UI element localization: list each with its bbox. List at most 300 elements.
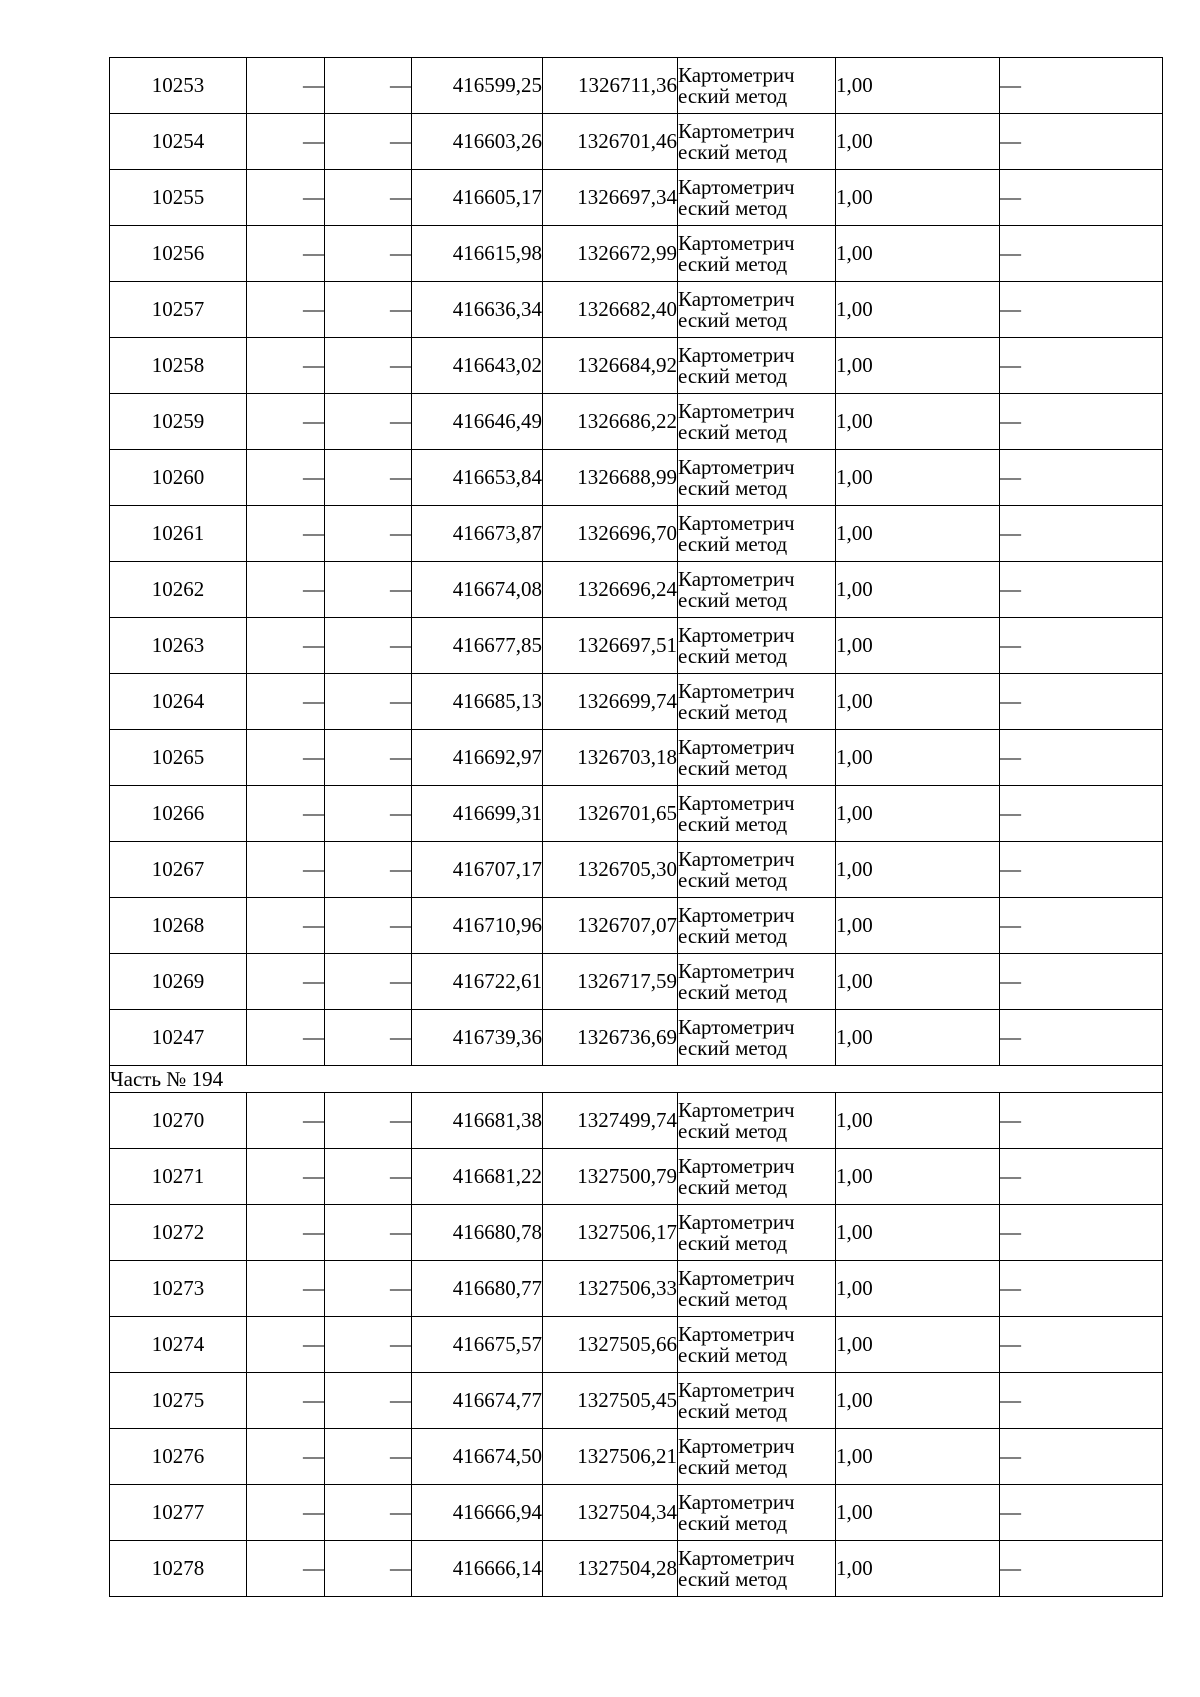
point-number-cell: 10278 <box>110 1541 247 1597</box>
old-y-cell: — <box>325 58 412 114</box>
old-y-cell: — <box>325 618 412 674</box>
table-row <box>110 842 1163 898</box>
table-row <box>110 282 1163 338</box>
method-cell <box>678 842 836 898</box>
method-line-1: Картометрич <box>678 1321 795 1346</box>
table-row <box>110 1429 1163 1485</box>
accuracy-cell: 1,00 <box>836 1261 1000 1317</box>
old-y-cell: — <box>325 282 412 338</box>
description-cell: — <box>1000 1485 1163 1541</box>
old-x-cell: — <box>247 1373 325 1429</box>
method-cell <box>678 786 836 842</box>
method-line-1: Картометрич <box>678 454 795 479</box>
x-coordinate-cell: 416643,02 <box>412 338 543 394</box>
method-cell <box>678 338 836 394</box>
old-y-cell: — <box>325 562 412 618</box>
accuracy-cell: 1,00 <box>836 618 1000 674</box>
y-coordinate-cell: 1326686,22 <box>543 394 678 450</box>
old-x-cell: — <box>247 1429 325 1485</box>
old-x-cell: — <box>247 58 325 114</box>
old-x-cell: — <box>247 282 325 338</box>
y-coordinate-cell: 1326701,65 <box>543 786 678 842</box>
old-x-cell: — <box>247 394 325 450</box>
method-cell <box>678 226 836 282</box>
description-cell: — <box>1000 730 1163 786</box>
old-x-cell: — <box>247 562 325 618</box>
x-coordinate-cell: 416685,13 <box>412 674 543 730</box>
method-cell <box>678 450 836 506</box>
y-coordinate-cell: 1326688,99 <box>543 450 678 506</box>
description-cell: — <box>1000 1541 1163 1597</box>
accuracy-cell: 1,00 <box>836 786 1000 842</box>
accuracy-cell: 1,00 <box>836 506 1000 562</box>
description-cell: — <box>1000 1010 1163 1066</box>
table-row <box>110 618 1163 674</box>
method-line-2: еский метод <box>678 643 788 668</box>
point-number-cell: 10267 <box>110 842 247 898</box>
method-cell <box>678 1093 836 1149</box>
point-number-cell: 10255 <box>110 170 247 226</box>
old-y-cell: — <box>325 674 412 730</box>
old-x-cell: — <box>247 114 325 170</box>
method-cell <box>678 170 836 226</box>
table-row <box>110 114 1163 170</box>
x-coordinate-cell: 416599,25 <box>412 58 543 114</box>
description-cell: — <box>1000 842 1163 898</box>
x-coordinate-cell: 416680,78 <box>412 1205 543 1261</box>
description-cell: — <box>1000 562 1163 618</box>
table-row <box>110 450 1163 506</box>
old-y-cell: — <box>325 394 412 450</box>
old-y-cell: — <box>325 1093 412 1149</box>
accuracy-cell: 1,00 <box>836 1485 1000 1541</box>
description-cell: — <box>1000 1149 1163 1205</box>
y-coordinate-cell: 1326701,46 <box>543 114 678 170</box>
old-y-cell: — <box>325 898 412 954</box>
method-line-2: еский метод <box>678 699 788 724</box>
table-row <box>110 1485 1163 1541</box>
old-x-cell: — <box>247 954 325 1010</box>
method-line-1: Картометрич <box>678 62 795 87</box>
x-coordinate-cell: 416722,61 <box>412 954 543 1010</box>
point-number-cell: 10266 <box>110 786 247 842</box>
old-y-cell: — <box>325 1149 412 1205</box>
x-coordinate-cell: 416636,34 <box>412 282 543 338</box>
table-row <box>110 1205 1163 1261</box>
description-cell: — <box>1000 898 1163 954</box>
method-line-2: еский метод <box>678 1566 788 1591</box>
method-cell <box>678 954 836 1010</box>
old-x-cell: — <box>247 170 325 226</box>
accuracy-cell: 1,00 <box>836 114 1000 170</box>
method-cell <box>678 730 836 786</box>
method-line-2: еский метод <box>678 1174 788 1199</box>
point-number-cell: 10257 <box>110 282 247 338</box>
point-number-cell: 10261 <box>110 506 247 562</box>
table-row <box>110 730 1163 786</box>
method-line-2: еский метод <box>678 755 788 780</box>
y-coordinate-cell: 1326696,24 <box>543 562 678 618</box>
y-coordinate-cell: 1327505,66 <box>543 1317 678 1373</box>
old-x-cell: — <box>247 786 325 842</box>
point-number-cell: 10275 <box>110 1373 247 1429</box>
accuracy-cell: 1,00 <box>836 898 1000 954</box>
table-row <box>110 954 1163 1010</box>
y-coordinate-cell: 1327499,74 <box>543 1093 678 1149</box>
method-cell <box>678 1541 836 1597</box>
point-number-cell: 10256 <box>110 226 247 282</box>
y-coordinate-cell: 1327504,34 <box>543 1485 678 1541</box>
y-coordinate-cell: 1326717,59 <box>543 954 678 1010</box>
method-line-1: Картометрич <box>678 1433 795 1458</box>
accuracy-cell: 1,00 <box>836 282 1000 338</box>
point-number-cell: 10272 <box>110 1205 247 1261</box>
method-cell <box>678 114 836 170</box>
old-y-cell: — <box>325 1317 412 1373</box>
accuracy-cell: 1,00 <box>836 170 1000 226</box>
old-x-cell: — <box>247 338 325 394</box>
method-cell <box>678 1010 836 1066</box>
description-cell: — <box>1000 1429 1163 1485</box>
x-coordinate-cell: 416653,84 <box>412 450 543 506</box>
y-coordinate-cell: 1326697,51 <box>543 618 678 674</box>
old-y-cell: — <box>325 1429 412 1485</box>
y-coordinate-cell: 1326705,30 <box>543 842 678 898</box>
old-x-cell: — <box>247 842 325 898</box>
old-y-cell: — <box>325 786 412 842</box>
old-x-cell: — <box>247 1149 325 1205</box>
method-line-2: еский метод <box>678 1454 788 1479</box>
old-x-cell: — <box>247 674 325 730</box>
old-y-cell: — <box>325 1010 412 1066</box>
old-x-cell: — <box>247 1541 325 1597</box>
method-line-1: Картометрич <box>678 1014 795 1039</box>
old-x-cell: — <box>247 1485 325 1541</box>
description-cell: — <box>1000 282 1163 338</box>
table-row <box>110 1093 1163 1149</box>
accuracy-cell: 1,00 <box>836 226 1000 282</box>
accuracy-cell: 1,00 <box>836 1093 1000 1149</box>
description-cell: — <box>1000 450 1163 506</box>
method-cell <box>678 394 836 450</box>
description-cell: — <box>1000 954 1163 1010</box>
y-coordinate-cell: 1326736,69 <box>543 1010 678 1066</box>
accuracy-cell: 1,00 <box>836 1317 1000 1373</box>
y-coordinate-cell: 1326696,70 <box>543 506 678 562</box>
x-coordinate-cell: 416674,77 <box>412 1373 543 1429</box>
point-number-cell: 10258 <box>110 338 247 394</box>
y-coordinate-cell: 1327506,21 <box>543 1429 678 1485</box>
method-cell <box>678 618 836 674</box>
method-line-2: еский метод <box>678 531 788 556</box>
y-coordinate-cell: 1326707,07 <box>543 898 678 954</box>
table-row <box>110 786 1163 842</box>
old-y-cell: — <box>325 450 412 506</box>
method-line-1: Картометрич <box>678 734 795 759</box>
method-line-1: Картометрич <box>678 1377 795 1402</box>
point-number-cell: 10262 <box>110 562 247 618</box>
description-cell: — <box>1000 114 1163 170</box>
x-coordinate-cell: 416603,26 <box>412 114 543 170</box>
method-line-2: еский метод <box>678 307 788 332</box>
point-number-cell: 10268 <box>110 898 247 954</box>
old-x-cell: — <box>247 1205 325 1261</box>
point-number-cell: 10264 <box>110 674 247 730</box>
accuracy-cell: 1,00 <box>836 394 1000 450</box>
old-y-cell: — <box>325 842 412 898</box>
method-line-1: Картометрич <box>678 566 795 591</box>
method-line-1: Картометрич <box>678 1489 795 1514</box>
table-row <box>110 898 1163 954</box>
method-line-2: еский метод <box>678 1510 788 1535</box>
old-y-cell: — <box>325 170 412 226</box>
method-line-1: Картометрич <box>678 902 795 927</box>
table-row <box>110 562 1163 618</box>
x-coordinate-cell: 416673,87 <box>412 506 543 562</box>
old-x-cell: — <box>247 450 325 506</box>
x-coordinate-cell: 416666,14 <box>412 1541 543 1597</box>
old-x-cell: — <box>247 1261 325 1317</box>
method-cell <box>678 1149 836 1205</box>
method-line-1: Картометрич <box>678 678 795 703</box>
method-line-2: еский метод <box>678 811 788 836</box>
old-y-cell: — <box>325 506 412 562</box>
method-line-1: Картометрич <box>678 622 795 647</box>
method-line-1: Картометрич <box>678 510 795 535</box>
table-row <box>110 1373 1163 1429</box>
method-line-1: Картометрич <box>678 958 795 983</box>
table-row <box>110 1010 1163 1066</box>
method-line-2: еский метод <box>678 195 788 220</box>
description-cell: — <box>1000 618 1163 674</box>
method-line-1: Картометрич <box>678 286 795 311</box>
accuracy-cell: 1,00 <box>836 1149 1000 1205</box>
y-coordinate-cell: 1326682,40 <box>543 282 678 338</box>
point-number-cell: 10259 <box>110 394 247 450</box>
method-cell <box>678 1261 836 1317</box>
table-row <box>110 1261 1163 1317</box>
method-line-2: еский метод <box>678 1035 788 1060</box>
point-number-cell: 10271 <box>110 1149 247 1205</box>
point-number-cell: 10263 <box>110 618 247 674</box>
point-number-cell: 10254 <box>110 114 247 170</box>
method-cell <box>678 562 836 618</box>
description-cell: — <box>1000 506 1163 562</box>
old-y-cell: — <box>325 1205 412 1261</box>
accuracy-cell: 1,00 <box>836 1541 1000 1597</box>
point-number-cell: 10274 <box>110 1317 247 1373</box>
method-cell <box>678 1373 836 1429</box>
description-cell: — <box>1000 1373 1163 1429</box>
old-y-cell: — <box>325 1485 412 1541</box>
table-row <box>110 506 1163 562</box>
description-cell: — <box>1000 1261 1163 1317</box>
description-cell: — <box>1000 786 1163 842</box>
method-line-1: Картометрич <box>678 1209 795 1234</box>
method-line-2: еский метод <box>678 83 788 108</box>
method-cell <box>678 282 836 338</box>
old-x-cell: — <box>247 730 325 786</box>
table-row <box>110 1317 1163 1373</box>
description-cell: — <box>1000 674 1163 730</box>
old-y-cell: — <box>325 730 412 786</box>
x-coordinate-cell: 416680,77 <box>412 1261 543 1317</box>
point-number-cell: 10270 <box>110 1093 247 1149</box>
method-line-2: еский метод <box>678 1286 788 1311</box>
point-number-cell: 10260 <box>110 450 247 506</box>
point-number-cell: 10269 <box>110 954 247 1010</box>
point-number-cell: 10273 <box>110 1261 247 1317</box>
old-y-cell: — <box>325 114 412 170</box>
description-cell: — <box>1000 170 1163 226</box>
old-x-cell: — <box>247 1093 325 1149</box>
method-cell <box>678 1429 836 1485</box>
old-y-cell: — <box>325 954 412 1010</box>
method-line-1: Картометрич <box>678 398 795 423</box>
point-number-cell: 10247 <box>110 1010 247 1066</box>
method-line-1: Картометрич <box>678 1097 795 1122</box>
table-row <box>110 338 1163 394</box>
y-coordinate-cell: 1326703,18 <box>543 730 678 786</box>
x-coordinate-cell: 416739,36 <box>412 1010 543 1066</box>
method-line-2: еский метод <box>678 923 788 948</box>
x-coordinate-cell: 416681,38 <box>412 1093 543 1149</box>
method-line-2: еский метод <box>678 867 788 892</box>
y-coordinate-cell: 1327506,33 <box>543 1261 678 1317</box>
y-coordinate-cell: 1327504,28 <box>543 1541 678 1597</box>
method-line-2: еский метод <box>678 139 788 164</box>
table-row <box>110 1541 1163 1597</box>
method-line-2: еский метод <box>678 475 788 500</box>
old-x-cell: — <box>247 618 325 674</box>
method-line-1: Картометрич <box>678 1153 795 1178</box>
accuracy-cell: 1,00 <box>836 338 1000 394</box>
x-coordinate-cell: 416699,31 <box>412 786 543 842</box>
table-row <box>110 226 1163 282</box>
section-header-row <box>110 1066 1163 1093</box>
accuracy-cell: 1,00 <box>836 1010 1000 1066</box>
accuracy-cell: 1,00 <box>836 674 1000 730</box>
method-cell <box>678 1485 836 1541</box>
method-line-2: еский метод <box>678 419 788 444</box>
method-line-1: Картометрич <box>678 1265 795 1290</box>
accuracy-cell: 1,00 <box>836 1429 1000 1485</box>
y-coordinate-cell: 1326684,92 <box>543 338 678 394</box>
old-x-cell: — <box>247 506 325 562</box>
method-line-2: еский метод <box>678 1118 788 1143</box>
description-cell: — <box>1000 1317 1163 1373</box>
method-line-1: Картометрич <box>678 230 795 255</box>
x-coordinate-cell: 416710,96 <box>412 898 543 954</box>
x-coordinate-cell: 416675,57 <box>412 1317 543 1373</box>
old-x-cell: — <box>247 226 325 282</box>
description-cell: — <box>1000 1093 1163 1149</box>
old-y-cell: — <box>325 1541 412 1597</box>
table-row <box>110 674 1163 730</box>
method-line-2: еский метод <box>678 251 788 276</box>
method-cell <box>678 1205 836 1261</box>
method-line-1: Картометрич <box>678 1545 795 1570</box>
x-coordinate-cell: 416666,94 <box>412 1485 543 1541</box>
old-x-cell: — <box>247 1317 325 1373</box>
y-coordinate-cell: 1327500,79 <box>543 1149 678 1205</box>
accuracy-cell: 1,00 <box>836 58 1000 114</box>
accuracy-cell: 1,00 <box>836 1205 1000 1261</box>
accuracy-cell: 1,00 <box>836 730 1000 786</box>
description-cell: — <box>1000 394 1163 450</box>
table-row <box>110 1149 1163 1205</box>
method-line-1: Картометрич <box>678 790 795 815</box>
method-cell <box>678 674 836 730</box>
accuracy-cell: 1,00 <box>836 562 1000 618</box>
method-cell <box>678 506 836 562</box>
y-coordinate-cell: 1326672,99 <box>543 226 678 282</box>
point-number-cell: 10276 <box>110 1429 247 1485</box>
method-cell <box>678 1317 836 1373</box>
method-line-1: Картометрич <box>678 342 795 367</box>
table-row <box>110 394 1163 450</box>
description-cell: — <box>1000 1205 1163 1261</box>
description-cell: — <box>1000 226 1163 282</box>
y-coordinate-cell: 1327505,45 <box>543 1373 678 1429</box>
x-coordinate-cell: 416674,50 <box>412 1429 543 1485</box>
table-row <box>110 58 1163 114</box>
method-line-2: еский метод <box>678 587 788 612</box>
x-coordinate-cell: 416677,85 <box>412 618 543 674</box>
coordinates-table-body <box>110 58 1163 1597</box>
method-line-2: еский метод <box>678 1398 788 1423</box>
accuracy-cell: 1,00 <box>836 954 1000 1010</box>
accuracy-cell: 1,00 <box>836 1373 1000 1429</box>
method-line-1: Картометрич <box>678 846 795 871</box>
y-coordinate-cell: 1327506,17 <box>543 1205 678 1261</box>
point-number-cell: 10265 <box>110 730 247 786</box>
section-title: Часть № 194 <box>110 1066 1163 1093</box>
method-line-2: еский метод <box>678 979 788 1004</box>
method-line-2: еский метод <box>678 1342 788 1367</box>
accuracy-cell: 1,00 <box>836 842 1000 898</box>
method-cell <box>678 898 836 954</box>
x-coordinate-cell: 416674,08 <box>412 562 543 618</box>
method-line-2: еский метод <box>678 363 788 388</box>
method-line-1: Картометрич <box>678 174 795 199</box>
point-number-cell: 10253 <box>110 58 247 114</box>
old-y-cell: — <box>325 1373 412 1429</box>
coordinates-table <box>109 57 1163 1597</box>
old-y-cell: — <box>325 226 412 282</box>
x-coordinate-cell: 416605,17 <box>412 170 543 226</box>
old-x-cell: — <box>247 1010 325 1066</box>
y-coordinate-cell: 1326711,36 <box>543 58 678 114</box>
y-coordinate-cell: 1326699,74 <box>543 674 678 730</box>
method-line-2: еский метод <box>678 1230 788 1255</box>
accuracy-cell: 1,00 <box>836 450 1000 506</box>
point-number-cell: 10277 <box>110 1485 247 1541</box>
table-row <box>110 170 1163 226</box>
method-line-1: Картометрич <box>678 118 795 143</box>
description-cell: — <box>1000 338 1163 394</box>
old-y-cell: — <box>325 338 412 394</box>
method-cell <box>678 58 836 114</box>
x-coordinate-cell: 416692,97 <box>412 730 543 786</box>
x-coordinate-cell: 416615,98 <box>412 226 543 282</box>
old-y-cell: — <box>325 1261 412 1317</box>
old-x-cell: — <box>247 898 325 954</box>
x-coordinate-cell: 416646,49 <box>412 394 543 450</box>
description-cell: — <box>1000 58 1163 114</box>
x-coordinate-cell: 416707,17 <box>412 842 543 898</box>
x-coordinate-cell: 416681,22 <box>412 1149 543 1205</box>
